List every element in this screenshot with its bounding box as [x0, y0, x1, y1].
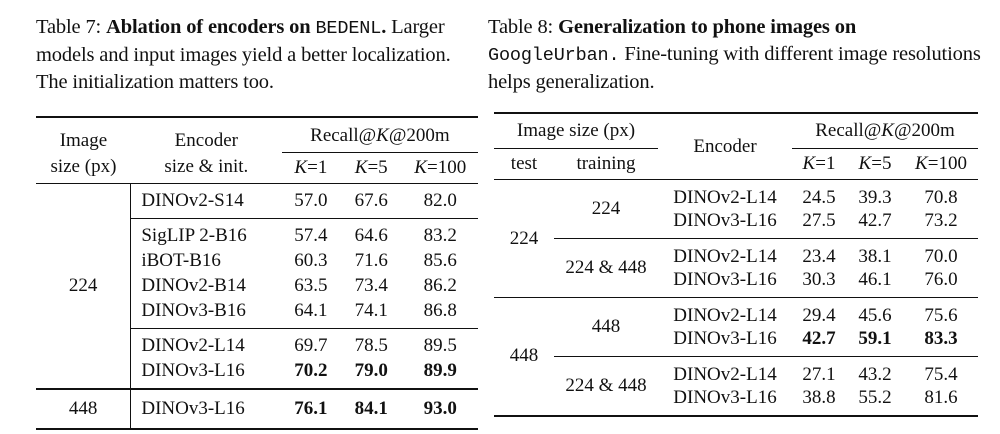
- table7-caption-dataset: BEDENL: [315, 18, 382, 39]
- table7-k1: 70.2: [294, 359, 328, 381]
- table-row: [494, 357, 978, 387]
- table8-k1: 27.1: [792, 357, 846, 387]
- table7-k100: 86.8: [423, 299, 457, 321]
- table8-caption-rest: Fine-tuning with different image resolutions helps generalization.: [488, 43, 981, 93]
- table7-header-image-size: [36, 117, 131, 184]
- table8-encoder: DINOv2-L14: [658, 298, 792, 328]
- table7-k1: 69.7: [282, 329, 340, 359]
- table7-encoder: DINOv3-L16: [141, 359, 245, 381]
- table8-k1: 30.3: [802, 268, 836, 290]
- table7-header-row: [36, 117, 478, 153]
- table7-k1: 64.1: [294, 299, 328, 321]
- table8-header-encoder-text: Encoder: [693, 135, 757, 157]
- table7-k5: 74.1: [354, 299, 388, 321]
- table8-encoder: DINOv2-L14: [658, 357, 792, 387]
- table7-encoder: SigLIP 2-B16: [131, 219, 282, 249]
- table7-caption: Table 7: Ablation of encoders on BEDENL. Larger models and input images yield a better localization. The initialization matters too.: [36, 16, 451, 93]
- table7-k5: 71.6: [354, 250, 388, 271]
- table8-test-size: 224: [494, 180, 554, 298]
- table8-header-test-text: test: [510, 153, 538, 174]
- table7-header-k100: [403, 153, 479, 184]
- table8-section: [488, 0, 984, 408]
- table7-section: [36, 0, 484, 419]
- table7-k100: 82.0: [403, 184, 479, 219]
- table8-k1: 42.7: [802, 327, 836, 349]
- table7-recall-suffix: @200m: [388, 125, 450, 146]
- table7-caption-bold: Ablation of encoders on: [106, 16, 311, 38]
- table8-recall-k: K: [881, 120, 894, 141]
- table7-k100: 83.2: [403, 219, 479, 249]
- table7-encoder: DINOv2-L14: [131, 329, 282, 359]
- table7-caption-label: Table 7:: [36, 16, 102, 38]
- table7-k5-suffix: =5: [367, 157, 388, 178]
- table-row: [494, 298, 978, 328]
- table8-k5: 45.6: [846, 298, 904, 328]
- table7-k5: 67.6: [340, 184, 403, 219]
- table8-k100: 76.0: [924, 268, 958, 290]
- table7-header-encoder: [131, 117, 282, 184]
- table8-header-training-text: training: [576, 153, 636, 174]
- table-row: [494, 180, 978, 210]
- table8-k5: 43.2: [846, 357, 904, 387]
- table8-recall-suffix: @200m: [893, 120, 955, 141]
- table8-header-k1: [792, 149, 846, 180]
- table8-k1: 27.5: [802, 209, 836, 231]
- table7-k5: 79.0: [354, 359, 388, 381]
- table7-k1: 76.1: [282, 389, 340, 429]
- table7-header-k1: [282, 153, 340, 184]
- table8-recall-prefix: Recall@: [815, 120, 882, 141]
- table8-training-size: 224 & 448: [554, 357, 658, 416]
- table8-training-size: 224: [554, 180, 658, 239]
- table8-k100-suffix: =100: [927, 153, 967, 174]
- table8-caption-dataset: GoogleUrban.: [488, 45, 620, 66]
- table7-header-recall: [282, 117, 478, 153]
- table7-size-224: 224: [36, 184, 131, 389]
- table7-header-encoder-line2: size & init.: [164, 155, 249, 177]
- table7-k100: 85.6: [423, 250, 457, 271]
- table8-caption-label: Table 8:: [488, 16, 554, 38]
- table7-k100: 89.5: [403, 329, 479, 359]
- table7-recall-k: K: [376, 125, 389, 146]
- table7-k1: 60.3: [294, 250, 328, 271]
- table7-k1-prefix: K: [294, 157, 308, 178]
- table8-test-size: 448: [494, 298, 554, 416]
- table8-header-k100: [904, 149, 978, 180]
- table7-header-image-size-line1: Image: [59, 129, 108, 151]
- table8-k100: 75.4: [904, 357, 978, 387]
- table8-encoder: DINOv2-L14: [658, 239, 792, 269]
- table7-encoder: iBOT-B16: [141, 250, 221, 271]
- table8-k100: 73.2: [924, 209, 958, 231]
- table8-k5-prefix: K: [858, 153, 872, 174]
- table7-k100-suffix: =100: [426, 157, 467, 178]
- table8-k5: 42.7: [858, 209, 892, 231]
- table7-recall-prefix: Recall@: [310, 125, 377, 146]
- table8-header-encoder: [658, 113, 792, 180]
- table7-encoder: DINOv2-B14: [141, 275, 246, 296]
- table8-encoder: DINOv3-L16: [673, 268, 777, 290]
- table8-header-recall: [792, 113, 978, 149]
- table7-k1: 63.5: [294, 275, 328, 296]
- table7-encoder: DINOv3-L16: [131, 389, 282, 429]
- table7-k5: 78.5: [340, 329, 403, 359]
- table7-k1: 57.4: [282, 219, 340, 249]
- table8-encoder: DINOv3-L16: [658, 387, 792, 416]
- table8-header-training: [554, 149, 658, 180]
- table8-header-k5: [846, 149, 904, 180]
- table8-k100: 75.6: [904, 298, 978, 328]
- table8-k5-suffix: =5: [871, 153, 892, 174]
- table8-k1: 23.4: [792, 239, 846, 269]
- table7-header-k5: [340, 153, 403, 184]
- table8-caption-bold: Generalization to phone images on: [558, 16, 857, 38]
- table8-k1-suffix: =1: [815, 153, 836, 174]
- table7-k5: 73.4: [354, 275, 388, 296]
- table8-k100: 70.8: [904, 180, 978, 210]
- table7-header-image-size-line2: size (px): [50, 155, 117, 177]
- table8-header-image-size: [494, 113, 658, 149]
- table7-k1-suffix: =1: [307, 157, 328, 178]
- table8-header-test: [494, 149, 554, 180]
- table7-header-encoder-line1: Encoder: [174, 129, 238, 151]
- table7: [36, 116, 478, 430]
- table7-k5-prefix: K: [354, 157, 368, 178]
- table8-k5: 59.1: [858, 327, 892, 349]
- table8-header-image-size-text: Image size (px): [516, 120, 636, 141]
- table7-k5: 64.6: [340, 219, 403, 249]
- table7-encoder: DINOv2-S14: [131, 184, 282, 219]
- table8-header-row: [494, 113, 978, 149]
- table8-encoder: DINOv3-L16: [673, 209, 777, 231]
- table8-k100: 83.3: [924, 327, 958, 349]
- table8-caption: [488, 14, 984, 96]
- table8-k100: 81.6: [904, 387, 978, 416]
- table7-k100: 93.0: [403, 389, 479, 429]
- table8-k100-prefix: K: [915, 153, 928, 174]
- table8-k1: 29.4: [792, 298, 846, 328]
- table8-k5: 46.1: [858, 268, 892, 290]
- table8-k1: 38.8: [792, 387, 846, 416]
- table8-training-size: 448: [554, 298, 658, 357]
- table-row: [36, 389, 478, 429]
- table8-k5: 55.2: [846, 387, 904, 416]
- table-row: [36, 184, 478, 219]
- table8-k5: 39.3: [846, 180, 904, 210]
- table-row: [494, 239, 978, 269]
- table8-k1: 24.5: [792, 180, 846, 210]
- table8-k5: 38.1: [846, 239, 904, 269]
- table7-k1: 57.0: [282, 184, 340, 219]
- table8-encoder: DINOv2-L14: [658, 180, 792, 210]
- table8-k1-prefix: K: [802, 153, 816, 174]
- table8-k100: 70.0: [904, 239, 978, 269]
- table7-k100-prefix: K: [414, 157, 427, 178]
- table7-k100: 86.2: [423, 275, 457, 296]
- table7-caption-rest: Larger models and input images yield a better localization. The initialization matters too.: [36, 16, 451, 93]
- table8: [494, 112, 978, 417]
- table7-k100: 89.9: [423, 359, 457, 381]
- table7-k5: 84.1: [340, 389, 403, 429]
- table7-size-448: 448: [36, 389, 131, 429]
- table8-training-size: 224 & 448: [554, 239, 658, 298]
- table7-encoder: DINOv3-B16: [141, 299, 246, 321]
- table8-encoder: DINOv3-L16: [673, 327, 777, 349]
